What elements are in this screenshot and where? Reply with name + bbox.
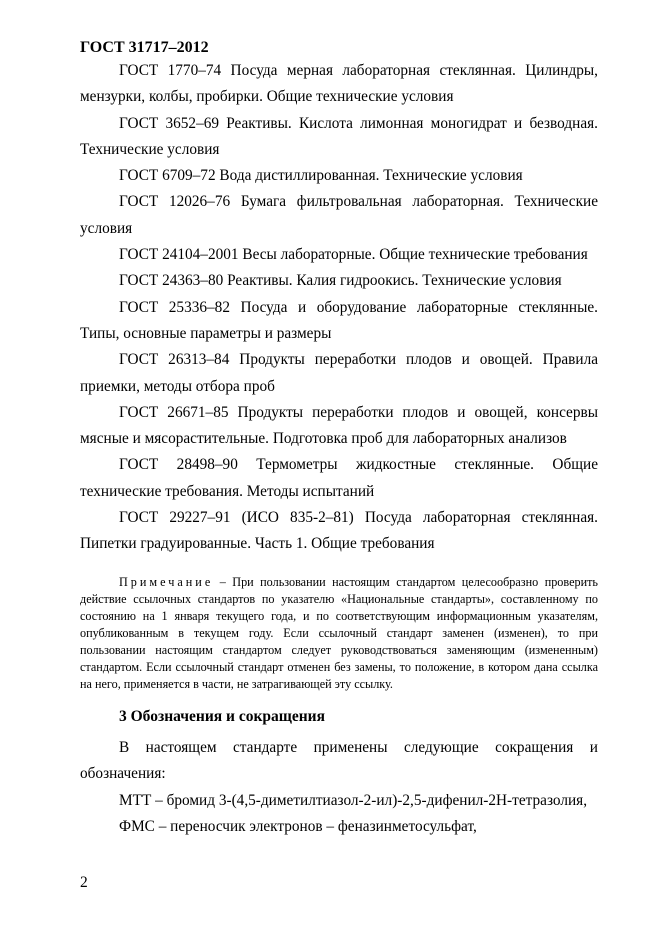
section-abbreviations bbox=[80, 707, 598, 840]
reference-item: ГОСТ 24363–80 Реактивы. Калия гидроокись. Технические условия bbox=[119, 272, 562, 290]
section-title: 3 Обозначения и сокращения bbox=[119, 708, 325, 725]
page-number: 2 bbox=[80, 874, 88, 891]
note-text: – При пользовании настоящим стандартом целесообразно проверить действие ссылочных стандартов по указателю «Национальные стандарты», составленному по состоянию на 1 января текущего года, и по соответствующим информационным указателям, опубликованным в текущем году. Если ссылочный стандарт заменен (изменен), то при пользовании настоящим стандартом следует руководствоваться заменяющим (измененным) стандартом. Если ссылочный стандарт отменен без замены, то положение, в котором дана ссылка на него, применяется в части, не затрагивающей эту ссылку. bbox=[80, 575, 598, 691]
document-header: ГОСТ 31717–2012 bbox=[80, 39, 209, 56]
reference-item: ГОСТ 3652–69 Реактивы. Кислота лимонная моногидрат и безводная. Технические условия bbox=[80, 114, 598, 158]
abbreviation-item: МТТ – бромид 3-(4,5-диметилтиазол-2-ил)-2,5-дифенил-2Н-тетразолия, bbox=[119, 791, 588, 809]
reference-item: ГОСТ 1770–74 Посуда мерная лабораторная стеклянная. Цилиндры, мензурки, колбы, пробирки. Общие технические условия bbox=[80, 62, 598, 106]
reference-item: ГОСТ 24104–2001 Весы лабораторные. Общие технические требования bbox=[119, 246, 588, 264]
reference-item: ГОСТ 29227–91 (ИСО 835-2–81) Посуда лабораторная стеклянная. Пипетки градуированные. Часть 1. Общие требования bbox=[80, 509, 598, 553]
section-intro: В настоящем стандарте применены следующие сокращения и обозначения: bbox=[80, 739, 598, 783]
reference-item: ГОСТ 25336–82 Посуда и оборудование лабораторные стеклянные. Типы, основные параметры и размеры bbox=[80, 298, 598, 342]
note-label: Примечание bbox=[119, 575, 214, 589]
reference-item: ГОСТ 26313–84 Продукты переработки плодов и овощей. Правила приемки, методы отбора проб bbox=[80, 351, 598, 395]
reference-item: ГОСТ 12026–76 Бумага фильтровальная лабораторная. Технические условия bbox=[80, 193, 598, 237]
reference-item: ГОСТ 28498–90 Термометры жидкостные стеклянные. Общие технические требования. Методы испытаний bbox=[80, 456, 598, 500]
note-block bbox=[80, 574, 598, 693]
reference-item: ГОСТ 26671–85 Продукты переработки плодов и овощей, консервы мясные и мясорастительные. Подготовка проб для лабораторных анализов bbox=[80, 403, 598, 448]
normative-references bbox=[80, 58, 598, 558]
note-paragraph bbox=[80, 574, 598, 693]
reference-item: ГОСТ 6709–72 Вода дистиллированная. Технические условия bbox=[119, 167, 523, 185]
abbreviation-item: ФМС – переносчик электронов – феназинметосульфат, bbox=[119, 817, 477, 835]
